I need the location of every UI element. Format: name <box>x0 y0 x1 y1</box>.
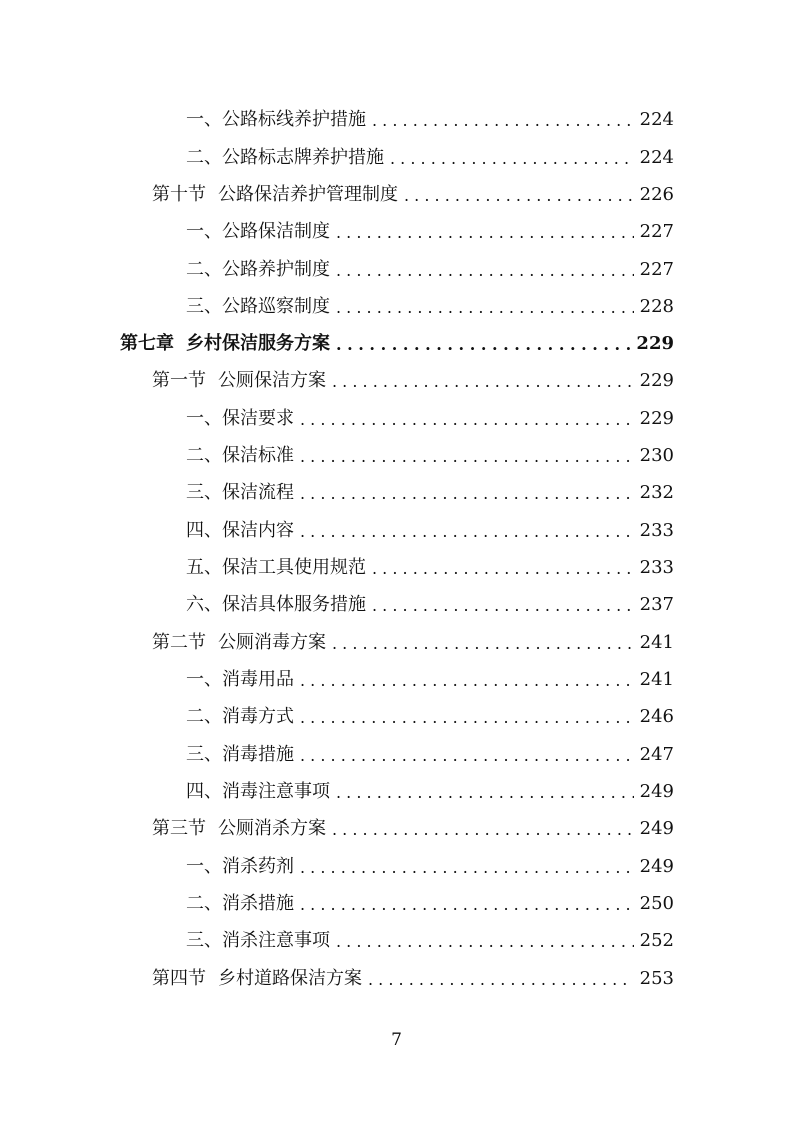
dot-leader <box>404 185 634 207</box>
toc-entry-number: 一、 <box>186 221 222 242</box>
toc-entry-page: 249 <box>639 856 674 877</box>
dot-leader <box>300 745 634 767</box>
toc-entry-number: 第三节 <box>152 818 206 839</box>
toc-entry-page: 249 <box>639 818 674 839</box>
toc-entry[interactable] <box>186 214 674 244</box>
dot-leader <box>336 297 634 319</box>
toc-entry-number: 第七章 <box>120 333 174 354</box>
toc-entry-title: 消杀药剂 <box>222 856 294 877</box>
dot-leader <box>300 670 634 692</box>
dot-leader <box>336 222 634 244</box>
toc-entry-page: 249 <box>639 781 674 802</box>
toc-entry[interactable] <box>186 737 674 767</box>
toc-entry-page: 224 <box>639 109 674 130</box>
dot-leader <box>300 446 634 468</box>
toc-entry-title: 保洁具体服务措施 <box>222 594 366 615</box>
toc-entry[interactable] <box>152 811 674 841</box>
toc-entry[interactable] <box>186 849 674 879</box>
toc-entry-page: 253 <box>639 968 674 989</box>
toc-entry[interactable] <box>186 289 674 319</box>
toc-entry-number: 三、 <box>186 744 222 765</box>
toc-entry-number: 第二节 <box>152 632 206 653</box>
dot-leader <box>300 521 634 543</box>
toc-entry-title: 公路巡察制度 <box>222 296 330 317</box>
toc-entry-page: 237 <box>639 594 674 615</box>
toc-entry-number: 一、 <box>186 109 222 130</box>
toc-entry-title: 保洁内容 <box>222 520 294 541</box>
toc-entry-number: 四、 <box>186 520 222 541</box>
toc-entry-number: 三、 <box>186 296 222 317</box>
toc-entry-title: 乡村道路保洁方案 <box>218 968 362 989</box>
toc-entry-title: 保洁标准 <box>222 445 294 466</box>
toc-entry-page: 241 <box>639 669 674 690</box>
dot-leader <box>300 409 634 431</box>
toc-entry[interactable] <box>186 140 674 170</box>
toc-entry-title: 公厕消杀方案 <box>218 818 326 839</box>
toc-entry-title: 消毒方式 <box>222 706 294 727</box>
toc-entry-page: 247 <box>639 744 674 765</box>
toc-entry-title: 消毒措施 <box>222 744 294 765</box>
toc-entry[interactable] <box>152 177 674 207</box>
toc-entry[interactable] <box>186 513 674 543</box>
toc-entry-title: 保洁要求 <box>222 408 294 429</box>
dot-leader <box>372 595 634 617</box>
toc-entry[interactable] <box>186 774 674 804</box>
toc-entry-page: 230 <box>639 445 674 466</box>
toc-entry-page: 229 <box>639 408 674 429</box>
dot-leader <box>336 931 634 953</box>
toc-entry-number: 第十节 <box>152 184 206 205</box>
toc-entry-number: 四、 <box>186 781 222 802</box>
toc-entry-number: 三、 <box>186 482 222 503</box>
dot-leader <box>368 969 634 991</box>
toc-entry-title: 消毒注意事项 <box>222 781 330 802</box>
toc-entry[interactable] <box>186 699 674 729</box>
toc-entry-page: 229 <box>639 370 674 391</box>
toc-entry-number: 三、 <box>186 930 222 951</box>
dot-leader <box>336 782 634 804</box>
toc-entry-title: 公路标线养护措施 <box>222 109 366 130</box>
toc-entry-page: 233 <box>639 520 674 541</box>
toc-entry-title: 消杀注意事项 <box>222 930 330 951</box>
toc-entry-title: 乡村保洁服务方案 <box>186 333 330 354</box>
toc-entry-title: 保洁工具使用规范 <box>222 557 366 578</box>
toc-entry-number: 六、 <box>186 594 222 615</box>
toc-entry[interactable] <box>120 326 674 356</box>
toc-entry-page: 233 <box>639 557 674 578</box>
toc-entry-number: 一、 <box>186 856 222 877</box>
toc-entry-page: 227 <box>639 221 674 242</box>
toc-entry[interactable] <box>186 475 674 505</box>
toc-entry-page: 241 <box>639 632 674 653</box>
toc-entry-title: 公厕消毒方案 <box>218 632 326 653</box>
toc-entry[interactable] <box>186 587 674 617</box>
toc-entry-number: 第一节 <box>152 370 206 391</box>
toc-entry-number: 二、 <box>186 147 222 168</box>
toc-entry-title: 公路标志牌养护措施 <box>222 147 384 168</box>
dot-leader <box>372 110 634 132</box>
dot-leader <box>300 483 634 505</box>
toc-entry[interactable] <box>186 252 674 282</box>
toc-entry-page: 228 <box>639 296 674 317</box>
toc-entry[interactable] <box>152 961 674 991</box>
toc-entry-page: 227 <box>639 259 674 280</box>
dot-leader <box>390 148 634 170</box>
toc-entry-page: 250 <box>639 893 674 914</box>
toc-entry-title: 公路保洁养护管理制度 <box>218 184 398 205</box>
toc-entry-title: 公路养护制度 <box>222 259 330 280</box>
toc-entry[interactable] <box>152 625 674 655</box>
toc-entry-page: 232 <box>639 482 674 503</box>
toc-entry-page: 246 <box>639 706 674 727</box>
dot-leader <box>372 558 634 580</box>
page-number: 7 <box>391 1030 402 1050</box>
toc-entry[interactable] <box>152 363 674 393</box>
toc-entry-page: 229 <box>636 333 674 354</box>
toc-entry-number: 五、 <box>186 557 222 578</box>
dot-leader <box>332 371 634 393</box>
toc-entry[interactable] <box>186 550 674 580</box>
dot-leader <box>332 633 634 655</box>
toc-entry-number: 一、 <box>186 669 222 690</box>
toc-entry-page: 224 <box>639 147 674 168</box>
toc-entry-number: 二、 <box>186 706 222 727</box>
toc-entry-number: 第四节 <box>152 968 206 989</box>
toc-entry-number: 二、 <box>186 259 222 280</box>
toc-entry[interactable] <box>186 438 674 468</box>
dot-leader <box>300 894 634 916</box>
dot-leader <box>300 707 634 729</box>
toc-entry[interactable] <box>186 401 674 431</box>
toc-entry-number: 二、 <box>186 893 222 914</box>
toc-entry[interactable] <box>186 102 674 132</box>
dot-leader <box>332 819 634 841</box>
toc-entry-title: 消毒用品 <box>222 669 294 690</box>
toc-entry-page: 252 <box>639 930 674 951</box>
toc-entry-page: 226 <box>639 184 674 205</box>
toc-entry-title: 消杀措施 <box>222 893 294 914</box>
toc-entry-title: 公厕保洁方案 <box>218 370 326 391</box>
toc-entry-number: 二、 <box>186 445 222 466</box>
toc-entry[interactable] <box>186 923 674 953</box>
toc-entry-title: 保洁流程 <box>222 482 294 503</box>
dot-leader <box>336 334 630 356</box>
toc-entry[interactable] <box>186 886 674 916</box>
dot-leader <box>336 260 634 282</box>
toc-entry-title: 公路保洁制度 <box>222 221 330 242</box>
toc-entry-number: 一、 <box>186 408 222 429</box>
dot-leader <box>300 857 634 879</box>
toc-entry[interactable] <box>186 662 674 692</box>
